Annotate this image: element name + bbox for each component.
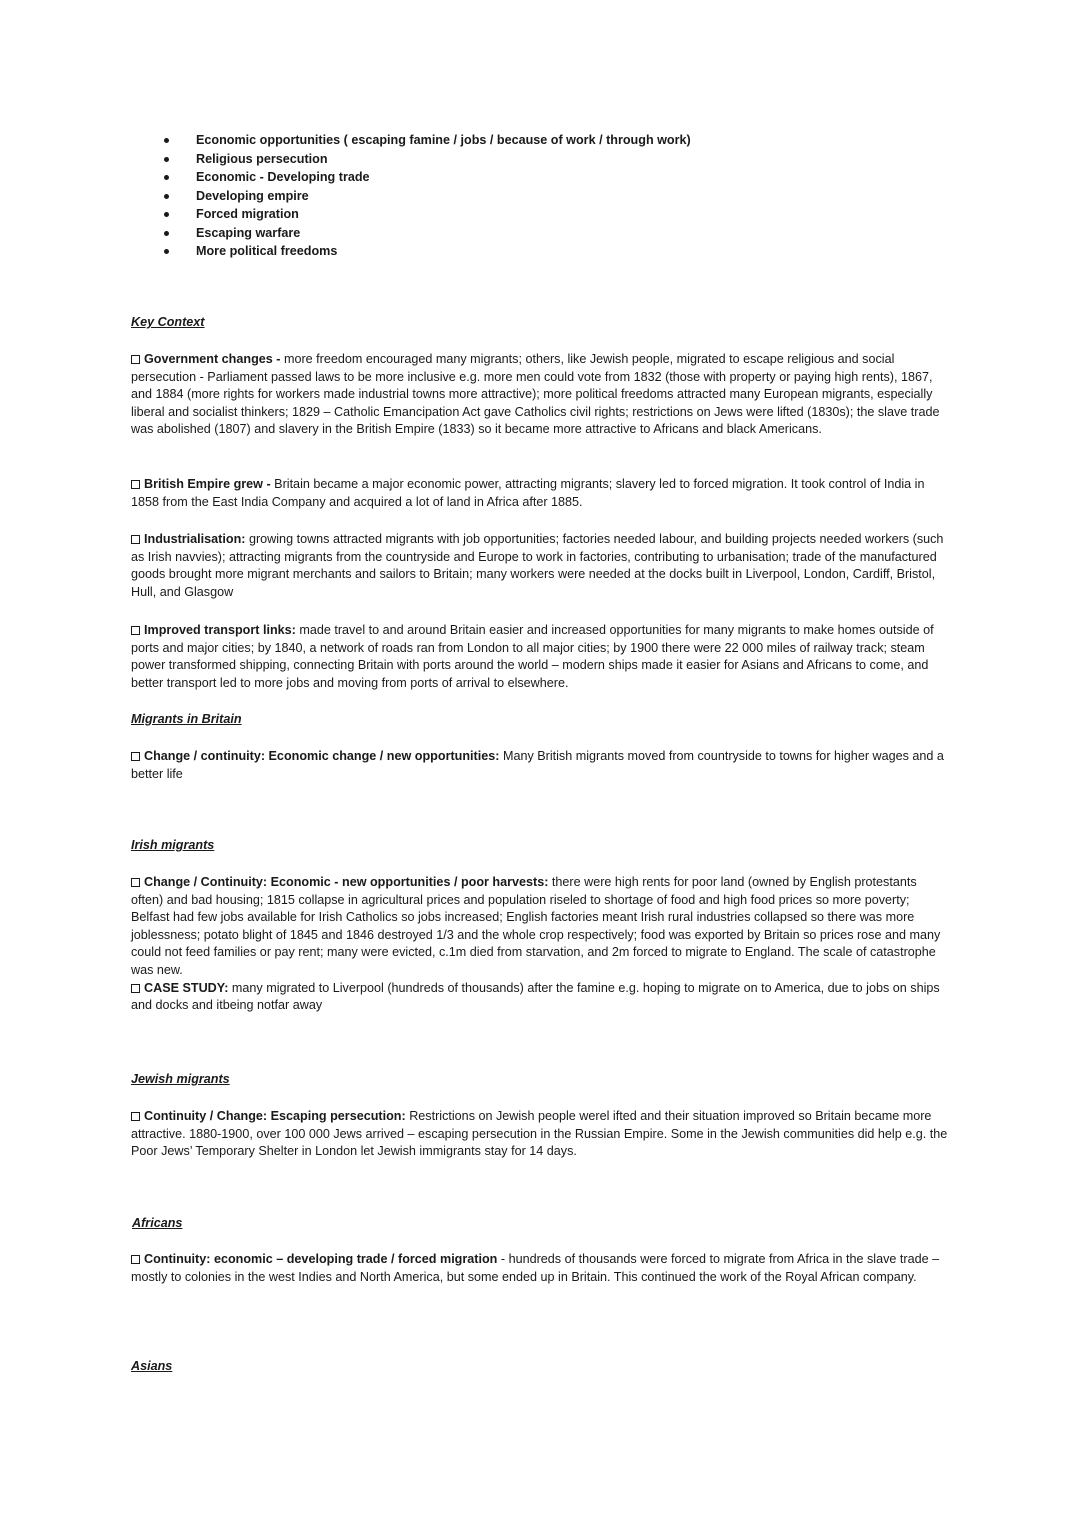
list-item: Religious persecution	[160, 150, 691, 169]
checkbox-icon	[131, 535, 140, 544]
migrants-in-britain-paragraph	[131, 748, 951, 783]
reasons-list	[160, 131, 691, 261]
jewish-migrants-heading: Jewish migrants	[131, 1072, 230, 1086]
checkbox-icon	[131, 752, 140, 761]
transport-paragraph	[131, 622, 951, 692]
item-label: Government changes -	[144, 352, 281, 366]
item-label: British Empire grew -	[144, 477, 271, 491]
list-item: Forced migration	[160, 205, 691, 224]
list-item: Economic opportunities ( escaping famine / jobs / because of work / through work)	[160, 131, 691, 150]
checkbox-icon	[131, 878, 140, 887]
item-text: Restrictions on Jewish people werel ifted and their situation improved so Britain became more attractive. 1880-1900, over 100 000 Jews arrived – escaping persecution in the Russian Empire. Some in the Jewish communities did help e.g. the Poor Jews’ Temporary Shelter in London let Jewish immigrants stay for 14 days.	[131, 1109, 948, 1159]
checkbox-icon	[131, 626, 140, 635]
government-changes-paragraph	[131, 351, 951, 439]
list-item: Developing empire	[160, 187, 691, 206]
irish-migrants-heading: Irish migrants	[131, 838, 215, 852]
list-item: Economic - Developing trade	[160, 168, 691, 187]
checkbox-icon	[131, 355, 140, 364]
item-text: Britain became a major economic power, attracting migrants; slavery led to forced migration. It took control of India in 1858 from the East India Company and acquired a lot of land in Africa after 1885.	[131, 477, 925, 509]
item-label: Change / Continuity: Economic - new opportunities / poor harvests:	[144, 875, 549, 889]
africans-heading: Africans	[132, 1216, 183, 1230]
checkbox-icon	[131, 1255, 140, 1264]
case-study-text: many migrated to Liverpool (hundreds of thousands) after the famine e.g. hoping to migrate on to America, due to jobs on ships and docks and itbeing notfar away	[131, 980, 940, 1013]
migrants-in-britain-heading: Migrants in Britain	[131, 712, 242, 726]
item-label: Continuity / Change: Escaping persecution:	[144, 1109, 406, 1123]
item-text: there were high rents for poor land (owned by English protestants often) and bad housing; 1815 collapse in agricultural prices and population riseled to shortage of food and high food prices so more poverty; Belfast had few jobs available for Irish Catholics so jobs increased; English factories meant Irish rural industries collapsed so there was more joblessness; potato blight of 1845 and 1846 destroyed 1/3 and the whole crop respectively; food was exported by Britain so prices rose and many could not feed families or pay rent; many were evicted, c.1m died from starvation, and 2m forced to migrate to England. The scale of catastrophe was new.	[131, 875, 941, 977]
irish-migrants-paragraph	[131, 874, 951, 1015]
checkbox-icon	[131, 984, 140, 993]
checkbox-icon	[131, 1112, 140, 1121]
item-label: Change / continuity: Economic change / new opportunities:	[144, 749, 500, 763]
list-item: Escaping warfare	[160, 224, 691, 243]
asians-heading: Asians	[131, 1359, 173, 1373]
africans-paragraph	[131, 1251, 951, 1286]
key-context-heading: Key Context	[131, 315, 205, 329]
item-text: made travel to and around Britain easier and increased opportunities for many migrants to make homes outside of ports and major cities; by 1840, a network of roads ran from London to all major cities; by 1900 there were 22 000 miles of railway track; steam power transformed shipping, connecting Britain with ports around the world – modern ships made it easier for Asians and Africans to come, and better transport led to more jobs and moving from ports of arrival to elsewhere.	[131, 623, 934, 690]
british-empire-paragraph	[131, 476, 951, 511]
item-text: growing towns attracted migrants with job opportunities; factories needed labour, and building projects needed workers (such as Irish navvies); attracting migrants from the countryside and Europe to work in factories, contributing to urbanisation; trade of the manufactured goods brought more migrant merchants and sailors to Britain; many workers were needed at the docks built in Liverpool, London, Cardiff, Bristol, Hull, and Glasgow	[131, 532, 944, 599]
item-text: Many British migrants moved from countryside to towns for higher wages and a better life	[131, 749, 944, 781]
list-item: More political freedoms	[160, 242, 691, 261]
item-text: more freedom encouraged many migrants; others, like Jewish people, migrated to escape religious and social persecution - Parliament passed laws to be more inclusive e.g. more men could vote from 1832 (those with property or paying high rents), 1867, and 1884 (more rights for workers made industrial towns more attractive); more political freedoms attracted many European migrants, especially liberal and socialist thinkers; 1829 – Catholic Emancipation Act gave Catholics civil rights; restrictions on Jews were lifted (1830s); the slave trade was abolished (1807) and slavery in the British Empire (1833) so it became more attractive to Africans and black Americans.	[131, 352, 940, 437]
item-label: Industrialisation:	[144, 532, 246, 546]
jewish-migrants-paragraph	[131, 1108, 951, 1161]
item-label: Continuity: economic – developing trade / forced migration	[144, 1252, 498, 1266]
checkbox-icon	[131, 480, 140, 489]
industrialisation-paragraph	[131, 531, 951, 601]
case-study-label: CASE STUDY:	[144, 980, 229, 995]
item-label: Improved transport links:	[144, 623, 296, 637]
item-text: - hundreds of thousands were forced to migrate from Africa in the slave trade – mostly to colonies in the west Indies and North America, but some ended up in Britain. This continued the work of the Royal African company.	[131, 1252, 940, 1284]
